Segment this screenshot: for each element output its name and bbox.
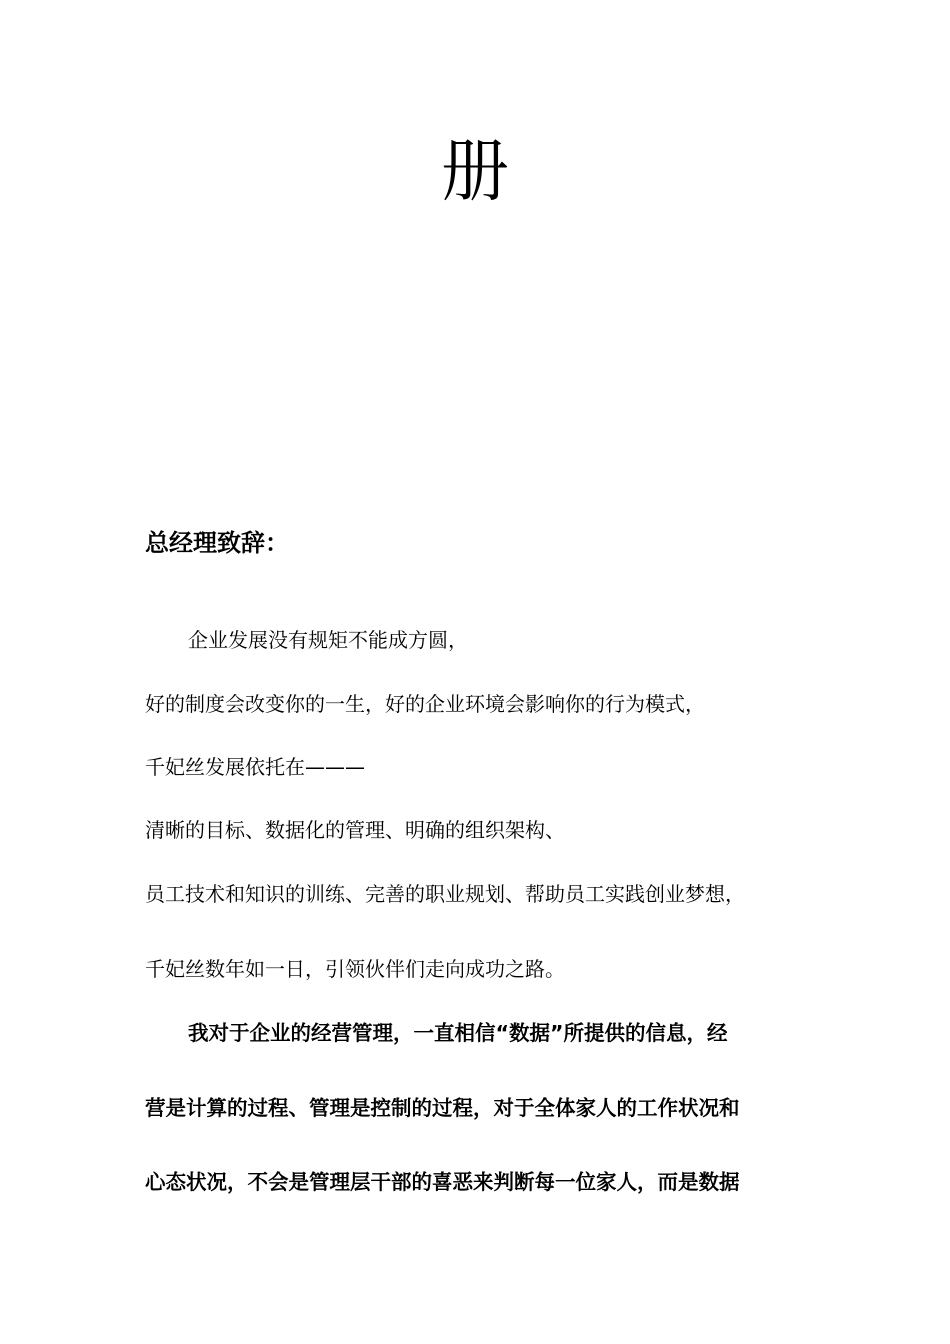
paragraph-line-bold: 我对于企业的经营管理，一直相信“数据”所提供的信息，经	[188, 1021, 728, 1045]
paragraph-line: 员工技术和知识的训练、完善的职业规划、帮助员工实践创业梦想，	[145, 882, 745, 906]
section-heading: 总经理致辞：	[145, 528, 289, 557]
paragraph-line: 清晰的目标、数据化的管理、明确的组织架构、	[145, 818, 565, 842]
paragraph-line-bold: 营是计算的过程、管理是控制的过程，对于全体家人的工作状况和	[145, 1096, 740, 1120]
paragraph-line: 企业发展没有规矩不能成方圆，	[188, 628, 468, 652]
paragraph-line-bold: 心态状况，不会是管理层干部的喜恶来判断每一位家人，而是数据	[145, 1170, 740, 1194]
paragraph-line: 好的制度会改变你的一生，好的企业环境会影响你的行为模式，	[145, 692, 705, 716]
paragraph-line: 千妃丝数年如一日，引领伙伴们走向成功之路。	[145, 957, 565, 981]
paragraph-line: 千妃丝发展依托在———	[145, 755, 365, 779]
page-title: 册	[440, 133, 509, 212]
